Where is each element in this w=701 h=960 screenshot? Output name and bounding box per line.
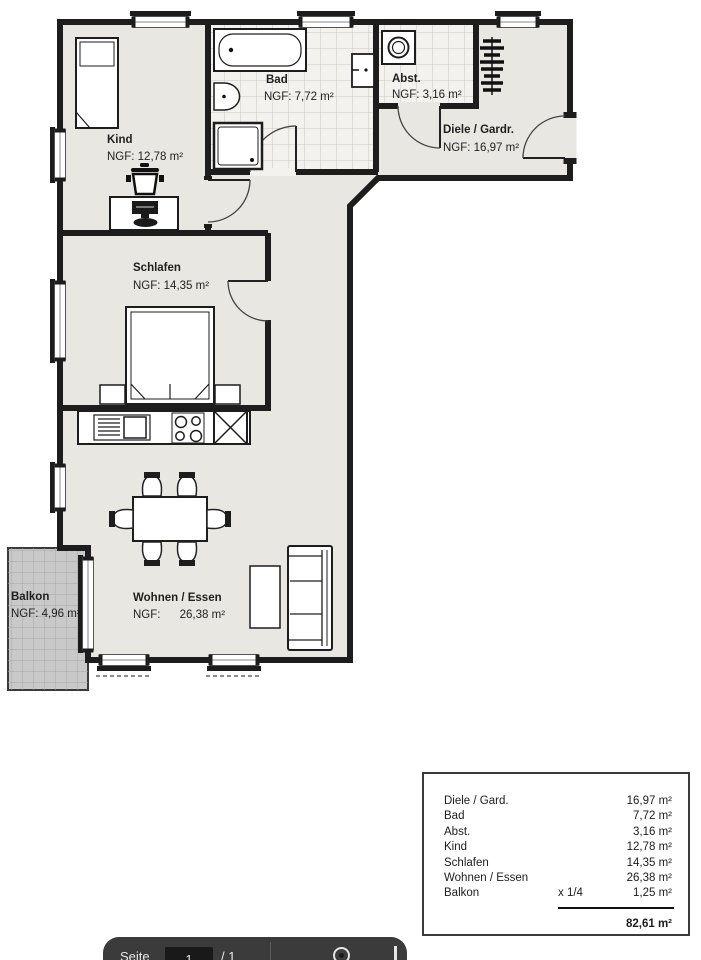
room-ngf-schlafen: NGF: 14,35 m² xyxy=(133,280,210,292)
pdf-viewer-toolbar xyxy=(103,937,407,960)
room-label-schlafen: Schlafen xyxy=(133,262,181,274)
area-row-value: 26,38 m² xyxy=(626,871,672,884)
page-count: / 1 xyxy=(221,949,236,960)
coffee-table-icon xyxy=(250,566,280,628)
area-row-factor: x 1/4 xyxy=(558,887,583,900)
window-schlafen-left xyxy=(50,279,66,363)
room-ngf-kind: NGF: 12,78 m² xyxy=(107,151,184,163)
sofa-icon xyxy=(288,546,332,650)
area-row-value: 1,25 m² xyxy=(633,887,672,900)
room-label-balkon: Balkon xyxy=(11,591,50,603)
page-label: Seite xyxy=(120,949,150,960)
area-row-value: 14,35 m² xyxy=(626,856,672,869)
bathtub-icon xyxy=(214,29,306,71)
window-kind-top xyxy=(130,11,191,28)
area-row-factor xyxy=(558,840,614,855)
chair-icon xyxy=(207,509,231,528)
fridge-icon xyxy=(214,411,247,444)
chair-icon xyxy=(109,509,133,528)
area-row-value: 7,72 m² xyxy=(633,810,672,823)
washing-machine-icon xyxy=(382,31,415,64)
room-label-diele: Diele / Gardr. xyxy=(443,124,514,136)
area-row-label: Balkon xyxy=(444,887,480,900)
area-row-label: Abst. xyxy=(444,825,471,838)
room-label-bad: Bad xyxy=(266,74,288,86)
area-total: 82,61 m² xyxy=(625,917,672,930)
wall-cabinet-icon xyxy=(352,54,374,87)
room-label-abst: Abst. xyxy=(392,73,421,85)
page-number-input[interactable] xyxy=(165,947,213,960)
area-row-factor xyxy=(558,871,614,886)
area-row-factor xyxy=(558,825,614,840)
area-row xyxy=(424,886,688,901)
shower-icon xyxy=(214,123,262,169)
desk-with-computer-icon xyxy=(110,197,178,230)
washbasin-icon xyxy=(214,83,240,110)
area-row-factor xyxy=(558,856,614,871)
area-row-label: Kind xyxy=(444,841,468,854)
chair-icon xyxy=(177,472,196,496)
room-label-kind: Kind xyxy=(107,134,133,146)
room-ngf-abst: NGF: 3,16 m² xyxy=(392,89,462,101)
area-row-factor xyxy=(558,794,614,809)
room-label-wohnen: Wohnen / Essen xyxy=(133,592,222,604)
window-wohnen-bottom-2 xyxy=(206,655,262,677)
single-bed-icon xyxy=(76,38,118,128)
chair-icon xyxy=(142,472,161,496)
area-row xyxy=(424,825,688,840)
area-row-value: 12,78 m² xyxy=(626,841,672,854)
area-row-label: Diele / Gard. xyxy=(444,795,509,807)
table-sum-divider xyxy=(558,907,674,909)
chair-icon xyxy=(177,542,196,566)
dining-table-icon xyxy=(133,497,207,541)
window-wohnen-bottom-1 xyxy=(96,655,152,677)
area-row xyxy=(424,840,688,855)
window-wohnen-left xyxy=(50,462,66,513)
area-row-label: Wohnen / Essen xyxy=(444,871,529,884)
room-ngf-balkon: NGF: 4,96 m² xyxy=(11,608,81,620)
room-ngf-wohnen: NGF: 26,38 m² xyxy=(133,609,226,621)
area-row-label: Bad xyxy=(444,810,465,823)
room-ngf-bad: NGF: 7,72 m² xyxy=(264,91,334,103)
area-row-label: Schlafen xyxy=(444,856,489,869)
area-row xyxy=(424,809,688,824)
area-row xyxy=(424,856,688,871)
area-row xyxy=(424,794,688,809)
window-diele-top xyxy=(495,11,541,28)
area-row-value: 3,16 m² xyxy=(633,825,672,838)
room-ngf-diele: NGF: 16,97 m² xyxy=(443,142,520,154)
balcony-door-window xyxy=(78,555,94,653)
area-summary-table xyxy=(422,772,690,936)
area-row-value: 16,97 m² xyxy=(626,795,672,807)
window-bad-top xyxy=(297,11,355,28)
download-icon[interactable] xyxy=(394,946,397,960)
chair-icon xyxy=(142,542,161,566)
zoom-icon[interactable] xyxy=(333,947,350,960)
toolbar-divider xyxy=(270,942,271,960)
window-kind-left xyxy=(50,127,66,183)
area-row-factor xyxy=(558,809,614,824)
area-row xyxy=(424,871,688,886)
